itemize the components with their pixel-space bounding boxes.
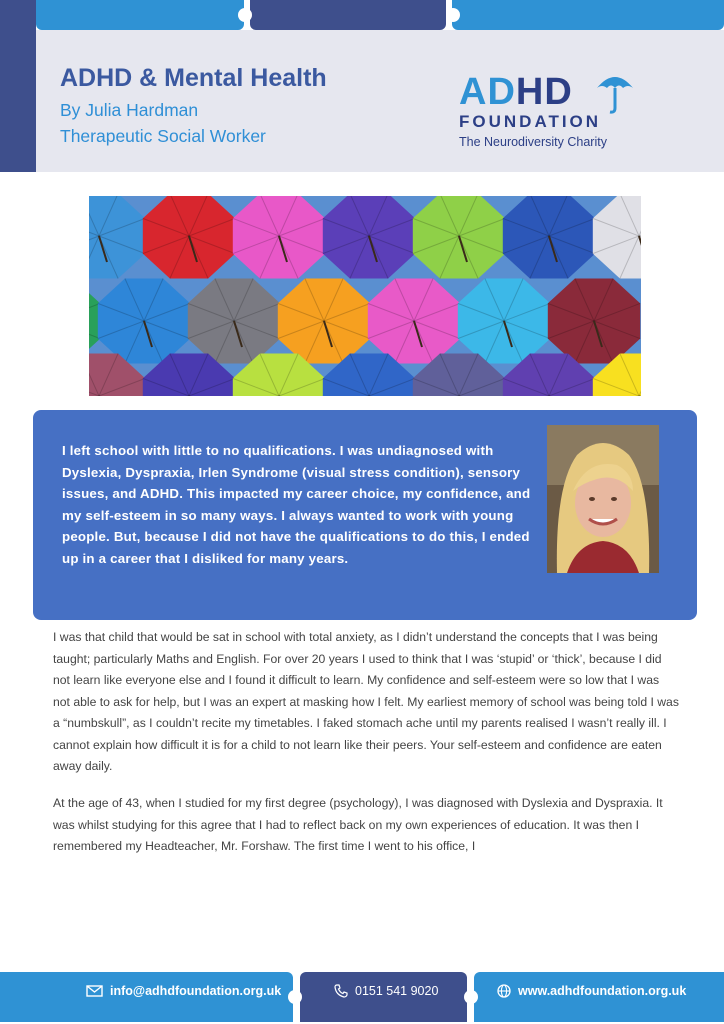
umbrella-canopy [89,196,145,279]
umbrella-canopy [98,279,190,364]
author-name: By Julia Hardman [60,100,199,120]
phone-icon [334,984,348,998]
umbrellas-photo [89,196,641,396]
umbrella-canopy [413,196,505,279]
quote-text: I left school with little to no qualifications. I was undiagnosed with Dyslexia, Dyspraxia, Irlen Syndrome (visual stress condition), sensory issues, and ADHD. This impacted my career choice, my confidence, and my self-esteem in so many ways. I always wanted to work with young people. But, because I did not have the qualifications to do this, I ended up in a career that I disliked for many years. [62,443,531,566]
footer-email-link[interactable] [86,984,281,998]
umbrella-canopy [368,279,460,364]
globe-icon [497,984,511,998]
umbrella-canopy [323,196,415,279]
footer-website: www.adhdfoundation.org.uk [518,984,687,998]
adhd-foundation-logo[interactable] [455,72,645,156]
body-paragraph-2: At the age of 43, when I studied for my first degree (psychology), I was diagnosed with Dyslexia and Dyspraxia. It was whilst studying for this agree that I had to reflect back on my own experiences of education. It was then I remembered my Headteacher, Mr. Forshaw. The first time I went to his office, I [53,796,663,853]
footer-phone-link[interactable] [334,984,438,998]
umbrella-icon [595,70,635,114]
umbrella-canopy [188,279,280,364]
umbrellas-illustration [89,196,641,396]
umbrella-canopy [278,279,370,364]
umbrella-canopy [503,196,595,279]
logo-tagline: The Neurodiversity Charity [459,135,607,149]
envelope-icon [86,985,103,997]
umbrella-canopy [233,196,325,279]
top-decoration-bar [0,0,724,30]
umbrella-canopy [548,279,640,364]
footer-email: info@adhdfoundation.org.uk [110,984,282,998]
body-paragraph-1: I was that child that would be sat in school with total anxiety, as I didn’t understand the concepts that I was being taught; particularly Maths and English. For over 20 years I used to think that I was ‘stupid’ or ‘thick’, because I did not learn like everyone else and I found it difficult to learn. My confidence and self-esteem were so low that I was not able to ask for help, but I was an expert at masking how I felt. My earliest memory of school was being told I was a “numbskull”, as I couldn’t recite my timetables. I faked stomach ache until my parents realised I wasn’t really ill. I cannot explain how difficult it is for a child to not learn like their peers. Your self-esteem and confidence are eaten away daily. [53,630,679,773]
umbrella-canopy [143,196,235,279]
footer-phone: 0151 541 9020 [355,984,439,998]
umbrella-canopy [458,279,550,364]
logo-foundation-text: FOUNDATION [459,112,602,131]
author-portrait [547,425,659,573]
left-accent-stripe [0,0,36,172]
author-role: Therapeutic Social Worker [60,126,266,146]
page-title: ADHD & Mental Health [60,64,327,92]
footer-website-link[interactable] [497,984,686,998]
umbrella-canopy [593,196,641,279]
logo-wordmark: ADHD [459,71,573,113]
